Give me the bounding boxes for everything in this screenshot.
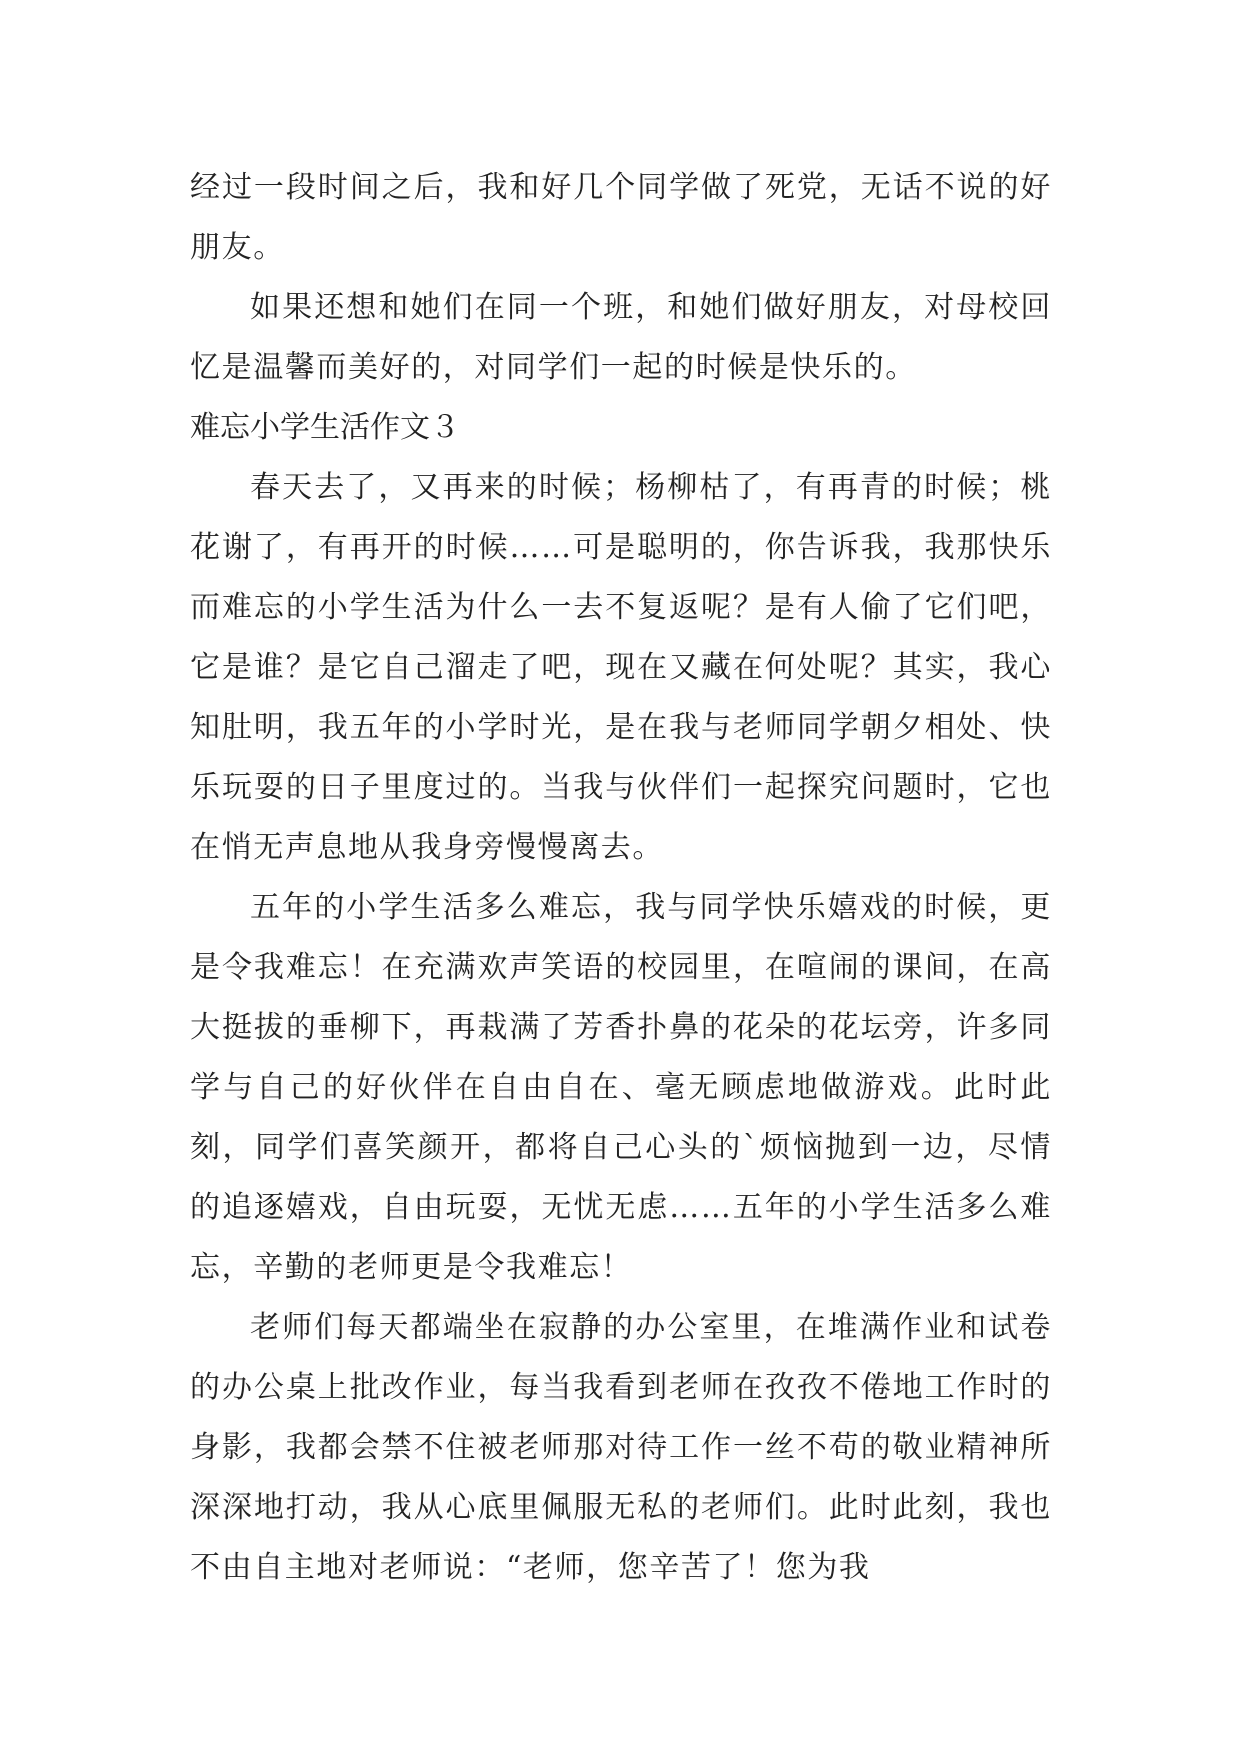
paragraph-teachers: 老师们每天都端坐在寂静的办公室里，在堆满作业和试卷的办公桌上批改作业，每当我看到老师在孜孜不倦地工作时的身影，我都会禁不住被老师那对待工作一丝不苟的敬业精神所深深地打动，我从心底里佩服无私的老师们。此时此刻，我也不由自主地对老师说：“老师，您辛苦了！您为我	[190, 1310, 1052, 1585]
paragraph-five-years: 五年的小学生活多么难忘，我与同学快乐嬉戏的时候，更是令我难忘！在充满欢声笑语的校园里，在喧闹的课间，在高大挺拔的垂柳下，再栽满了芳香扑鼻的花朵的花坛旁，许多同学与自己的好伙伴在自由自在、毫无顾虑地做游戏。此时此刻，同学们喜笑颜开，都将自己心头的`烦恼抛到一边，尽情的追逐嬉戏，自由玩耍，无忧无虑……五年的小学生活多么难忘，辛勤的老师更是令我难忘！	[190, 890, 1052, 1285]
document-body	[190, 158, 1052, 1598]
paragraph-spring: 春天去了，又再来的时候；杨柳枯了，有再青的时候；桃花谢了，有再开的时候……可是聪明的，你告诉我，我那快乐而难忘的小学生活为什么一去不复返呢？是有人偷了它们吧，它是谁？是它自己溜走了吧，现在又藏在何处呢？其实，我心知肚明，我五年的小学时光，是在我与老师同学朝夕相处、快乐玩耍的日子里度过的。当我与伙伴们一起探究问题时，它也在悄无声息地从我身旁慢慢离去。	[190, 470, 1052, 865]
paragraph-continued: 经过一段时间之后，我和好几个同学做了死党，无话不说的好朋友。	[190, 170, 1052, 265]
paragraph-memory: 如果还想和她们在同一个班，和她们做好朋友，对母校回忆是温馨而美好的，对同学们一起的时候是快乐的。	[190, 290, 1052, 385]
section-title: 难忘小学生活作文３	[190, 410, 460, 445]
